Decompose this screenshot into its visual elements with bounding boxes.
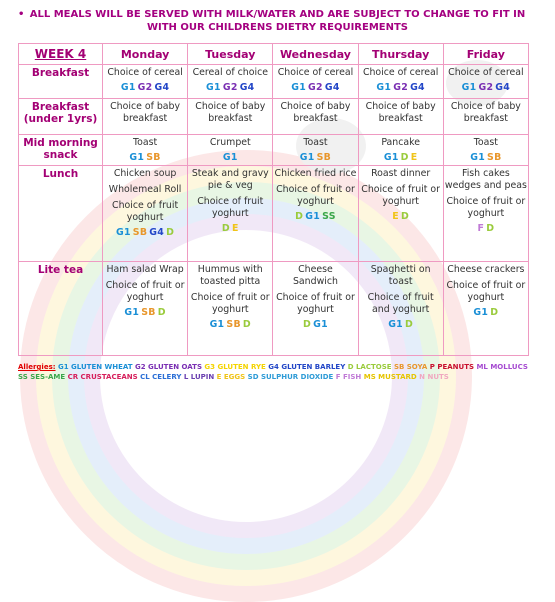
allergy-entry: F FISH [335,373,362,381]
allergy-entry: P PEANUTS [429,363,475,371]
allergen-codes [104,307,186,318]
allergen-code: E [231,223,239,234]
allergen-code: D [400,211,410,222]
menu-item: Choice of fruit or yoghurt [276,184,355,207]
menu-item: Choice of fruit or yoghurt [446,280,526,303]
allergy-entry: L LUPIN [183,373,215,381]
table-body [19,65,529,356]
week-label: WEEK 4 [19,44,103,65]
allergen-code: G2 [393,82,409,93]
allergen-codes [274,211,356,222]
menu-item: Cheese crackers [447,264,525,275]
menu-item: Spaghetti on toast [370,264,431,287]
allergen-code: E [410,152,418,163]
allergen-code: G1 [209,319,225,330]
day-header-tuesday: Tuesday [188,44,273,65]
allergen-code: G2 [478,82,494,93]
menu-cell [273,262,358,356]
allergen-code: SB [141,307,156,318]
menu-cell [103,65,188,99]
allergen-code: D [157,307,166,318]
menu-item: Wholemeal Roll [108,184,182,195]
allergy-entry: ML MOLLUCS [476,363,528,371]
menu-cell [273,166,358,262]
menu-item: Choice of baby breakfast [365,101,436,124]
allergy-entry: D LACTOSE [347,363,392,371]
day-header-wednesday: Wednesday [273,44,358,65]
row-label: Breakfast [19,65,103,99]
menu-cell [358,65,443,99]
row-label: Mid morning snack [19,135,103,166]
allergen-code: G1 [206,82,221,93]
allergen-codes [104,152,186,163]
table-row [19,65,529,99]
menu-item: Choice of fruit yoghurt [197,196,264,219]
allergy-entry: G1 GLUTEN WHEAT [57,363,133,371]
allergy-entry: G4 GLUTEN BARLEY [268,363,346,371]
menu-cell [358,135,443,166]
allergen-codes [274,319,356,330]
menu-cell [188,135,273,166]
menu-item: Choice of fruit yoghurt [112,200,179,223]
allergen-code: G2 [222,82,238,93]
allergen-code: SB [226,319,241,330]
allergy-entry: E EGGS [216,373,246,381]
menu-item: Choice of baby breakfast [450,101,521,124]
allergy-entry: SB SOYA [393,363,428,371]
menu-cell [358,262,443,356]
menu-cell [188,166,273,262]
table-header-row [19,44,529,65]
allergen-code: G2 [137,82,153,93]
day-header-monday: Monday [103,44,188,65]
allergy-entry: N NUTS [419,373,449,381]
table-row [19,166,529,262]
allergen-code: G1 [388,319,404,330]
weekly-menu-table [18,43,529,356]
allergen-code: D [486,223,495,234]
menu-item: Cheese Sandwich [292,264,338,287]
allergen-code: G1 [115,227,131,238]
menu-cell [273,65,358,99]
allergen-code: G1 [120,82,136,93]
allergen-code: G4 [495,82,511,93]
allergy-entry: G2 GLUTEN OATS [134,363,202,371]
allergen-code: SS [322,211,336,222]
allergen-code: G1 [473,307,489,318]
allergen-code: SB [146,152,161,163]
allergen-code: SB [132,227,148,238]
menu-item: Choice of cereal [107,67,183,78]
allergen-code: D [166,227,175,238]
menu-item: Roast dinner [371,168,431,179]
allergen-code: G1 [313,319,328,330]
allergen-code: G1 [305,211,321,222]
allergen-codes [104,227,186,238]
allergen-code: D [295,211,304,222]
allergy-entry: CL CELERY [140,373,182,381]
allergen-code: G1 [222,152,238,163]
menu-cell [103,166,188,262]
allergen-codes [104,82,186,93]
menu-item: Choice of baby breakfast [110,101,181,124]
menu-item: Choice of baby breakfast [280,101,351,124]
menu-item: Choice of fruit or yoghurt [446,196,526,219]
allergen-codes [189,152,271,163]
allergen-code: D [490,307,499,318]
menu-cell [358,166,443,262]
allergy-entry: SD SULPHUR DIOXIDE [247,373,334,381]
menu-item: Choice of fruit and yoghurt [367,292,434,315]
menu-item: Choice of cereal [362,67,439,78]
notice-line-2: WITH OUR CHILDRENS DIETRY REQUIREMENTS [146,22,409,33]
menu-item: Chicken soup [113,168,177,179]
allergen-code: G1 [124,307,140,318]
allergen-code: F [477,223,485,234]
menu-cell [443,262,528,356]
menu-cell [443,135,528,166]
allergen-code: G4 [239,82,255,93]
menu-item: Chicken fried rice [274,168,357,179]
menu-cell [443,65,528,99]
notice-line-1: ALL MEALS WILL BE SERVED WITH MILK/WATER AND ARE SUBJECT TO CHANGE TO FIT IN [29,9,526,20]
menu-cell [188,99,273,135]
allergen-code: G1 [461,82,477,93]
menu-item: Crumpet [209,137,251,148]
allergies-label: Allergies: [18,363,56,371]
allergen-code: G1 [299,152,315,163]
allergen-code: D [303,319,312,330]
menu-item: Toast [303,137,328,148]
day-header-thursday: Thursday [358,44,443,65]
allergen-codes [360,211,442,222]
allergen-code: G4 [324,82,340,93]
allergen-code: SB [487,152,502,163]
menu-item: Ham salad Wrap [106,264,184,275]
allergen-code: E [392,211,399,222]
allergen-code: D [242,319,251,330]
allergen-code: D [400,152,409,163]
menu-cell [188,262,273,356]
allergen-codes [274,152,356,163]
allergen-codes [360,152,442,163]
menu-item: Choice of cereal [277,67,354,78]
menu-cell [443,166,528,262]
menu-item: Hummus with toasted pitta [197,264,263,287]
menu-item: Fish cakes wedges and peas [444,168,527,191]
row-label: Breakfast (under 1yrs) [19,99,103,135]
row-label: Lite tea [19,262,103,356]
table-row [19,135,529,166]
menu-item: Choice of fruit or yoghurt [361,184,440,207]
menu-item: Toast [133,137,158,148]
allergy-entry: CR CRUSTACEANS [67,373,138,381]
menu-item: Choice of fruit or yoghurt [190,292,270,315]
notice-bullet: • [18,9,25,20]
allergen-code: G4 [149,227,165,238]
allergen-codes [274,82,356,93]
allergen-codes [360,82,442,93]
allergen-code: D [221,223,230,234]
allergen-codes [189,319,271,330]
allergen-code: G1 [470,152,486,163]
allergen-code: G4 [410,82,425,93]
menu-item: Toast [473,137,498,148]
menu-item: Cereal of choice [192,67,268,78]
menu-item: Choice of fruit or yoghurt [276,292,355,315]
menu-item: Choice of baby breakfast [195,101,266,124]
allergy-entry: G3 GLUTEN RYE [204,363,266,371]
menu-cell [273,99,358,135]
allergen-codes [445,307,527,318]
day-header-friday: Friday [443,44,528,65]
allergen-code: G2 [308,82,323,93]
allergen-codes [189,82,271,93]
allergen-code: G1 [383,152,399,163]
allergies-legend [18,362,540,382]
menu-cell [188,65,273,99]
menu-cell [103,135,188,166]
row-label: Lunch [19,166,103,262]
table-row [19,262,529,356]
allergen-codes [445,82,527,93]
allergen-codes [445,152,527,163]
allergen-codes [189,223,271,234]
allergen-code: G1 [376,82,392,93]
allergen-code: G1 [129,152,145,163]
allergen-codes [445,223,527,234]
allergen-code: D [405,319,414,330]
notice-header [0,8,555,34]
menu-cell [273,135,358,166]
allergen-code: SB [316,152,332,163]
menu-cell [103,99,188,135]
allergy-entry: MS MUSTARD [363,373,417,381]
allergen-code: G4 [154,82,170,93]
menu-cell [358,99,443,135]
table-row [19,99,529,135]
menu-item: Choice of cereal [448,67,524,78]
allergen-code: G1 [291,82,307,93]
allergy-entry: SS SES-AME [18,373,66,381]
menu-item: Choice of fruit or yoghurt [105,280,185,303]
menu-cell [443,99,528,135]
menu-item: Pancake [381,137,420,148]
menu-cell [103,262,188,356]
menu-item: Steak and gravy pie & veg [191,168,269,191]
allergen-codes [360,319,442,330]
